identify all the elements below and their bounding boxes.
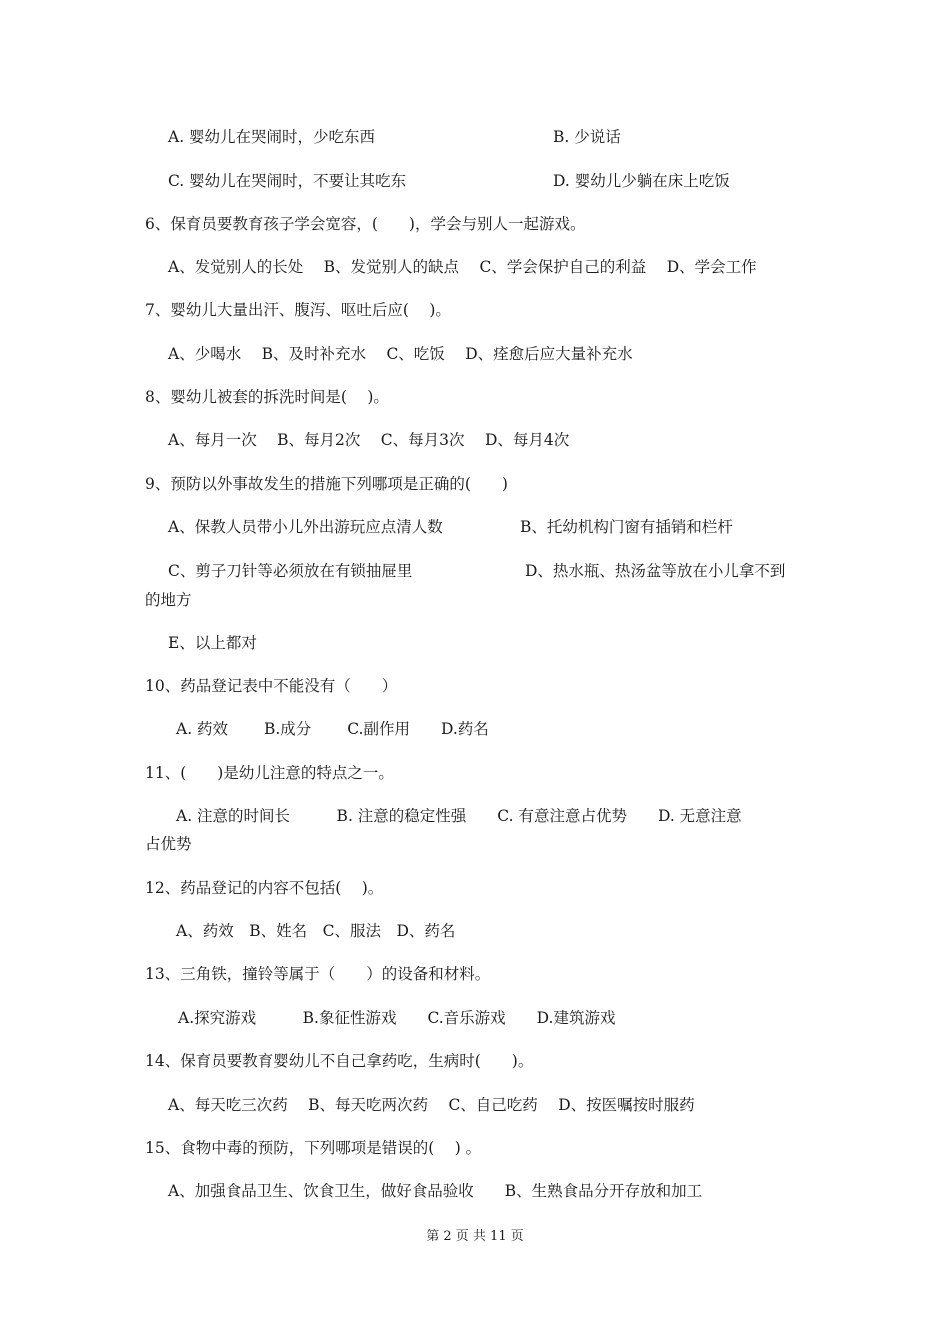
question-11-options: A. 注意的时间长 B. 注意的稳定性强 C. 有意注意占优势 D. 无意注意 [176,807,742,825]
question-11: 11、( )是幼儿注意的特点之一。 [145,764,394,782]
page-footer: 第 2 页 共 11 页 [426,1229,524,1244]
question-9-option-b: B、托幼机构门窗有插销和栏杆 [520,518,733,536]
question-10: 10、药品登记表中不能没有（ ） [145,677,398,695]
question-15: 15、食物中毒的预防，下列哪项是错误的( ) 。 [145,1139,482,1157]
question-9-option-e: E、以上都对 [168,634,257,652]
q5-option-d: D. 婴幼儿少躺在床上吃饭 [553,172,730,190]
question-13-options: A.探究游戏 B.象征性游戏 C.音乐游戏 D.建筑游戏 [178,1009,616,1027]
question-7: 7、婴幼儿大量出汗、腹泻、呕吐后应( )。 [145,301,451,319]
question-6-options: A、发觉别人的长处 B、发觉别人的缺点 C、学会保护自己的利益 D、学会工作 [168,258,757,276]
q5-option-a: A. 婴幼儿在哭闹时，少吃东西 [168,128,376,146]
question-13: 13、三角铁，撞铃等属于（ ）的设备和材料。 [145,965,491,983]
question-8-options: A、每月一次 B、每月2次 C、每月3次 D、每月4次 [168,431,570,449]
question-11-options-continued: 占优势 [145,835,192,853]
question-12-options: A、药效 B、姓名 C、服法 D、药名 [176,922,456,940]
question-12: 12、药品登记的内容不包括( )。 [145,879,384,897]
question-9-option-c: C、剪子刀针等必须放在有锁抽屉里 [168,562,413,580]
question-9-option-a: A、保教人员带小儿外出游玩应点清人数 [168,518,443,536]
question-14: 14、保育员要教育婴幼儿不自己拿药吃，生病时( )。 [145,1052,534,1070]
question-9: 9、预防以外事故发生的措施下列哪项是正确的( ) [145,475,508,493]
question-7-options: A、少喝水 B、及时补充水 C、吃饭 D、痊愈后应大量补充水 [168,345,633,363]
q5-option-c: C. 婴幼儿在哭闹时，不要让其吃东 [168,172,407,190]
question-10-options: A. 药效 B.成分 C.副作用 D.药名 [176,720,489,738]
question-9-option-d: D、热水瓶、热汤盆等放在小儿拿不到 [525,562,786,580]
question-8: 8、婴幼儿被套的拆洗时间是( )。 [145,388,389,406]
question-9-option-d-continued: 的地方 [145,591,192,609]
question-6: 6、保育员要教育孩子学会宽容，( )，学会与别人一起游戏。 [145,215,586,233]
q5-option-b: B. 少说话 [553,128,621,146]
question-14-options: A、每天吃三次药 B、每天吃两次药 C、自己吃药 D、按医嘱按时服药 [168,1096,695,1114]
question-15-options: A、加强食品卫生、饮食卫生，做好食品验收 B、生熟食品分开存放和加工 [168,1182,703,1200]
